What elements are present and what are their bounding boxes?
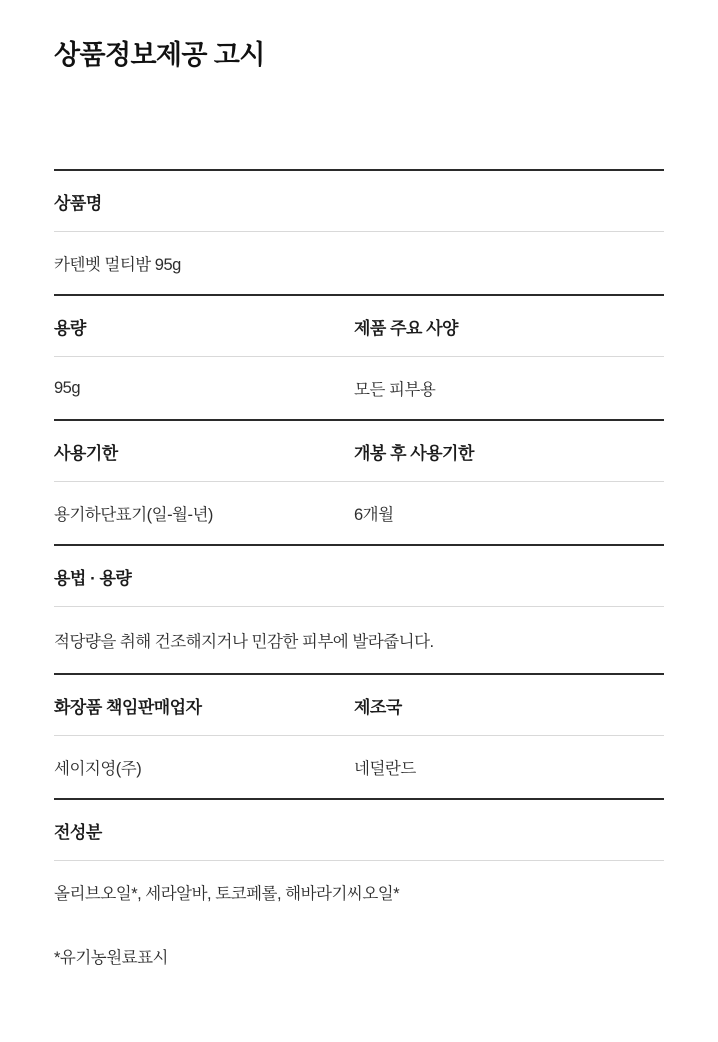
table-row — [54, 736, 664, 798]
value-country: 네덜란드 — [354, 760, 416, 779]
value-volume: 95g — [54, 378, 81, 397]
label-spec: 제품 주요 사양 — [354, 318, 458, 338]
label-ingredients: 전성분 — [54, 822, 102, 842]
value-ingredients: 올리브오일*, 세라알바, 토코페롤, 해바라기씨오일* — [54, 885, 400, 904]
ingredients-note: *유기농원료표시 — [54, 949, 168, 968]
label-expiry: 사용기한 — [54, 443, 118, 463]
value-spec: 모든 피부용 — [354, 381, 436, 400]
table-row — [54, 675, 664, 735]
label-seller: 화장품 책임판매업자 — [54, 697, 202, 717]
table-row — [54, 171, 664, 231]
value-usage: 적당량을 취해 건조해지거나 민감한 피부에 발라줍니다. — [54, 633, 434, 652]
table-row — [54, 800, 664, 860]
value-seller: 세이지영(주) — [54, 760, 142, 779]
label-usage: 용법 · 용량 — [54, 568, 132, 588]
table-row — [54, 296, 664, 356]
table-row — [54, 482, 664, 544]
label-country: 제조국 — [354, 697, 402, 717]
table-row — [54, 232, 664, 294]
table-row — [54, 546, 664, 606]
table-row — [54, 861, 664, 971]
label-after-open: 개봉 후 사용기한 — [354, 443, 474, 463]
page-title: 상품정보제공 고시 — [54, 40, 265, 71]
value-after-open: 6개월 — [354, 506, 394, 525]
label-product-name: 상품명 — [54, 193, 102, 213]
label-volume: 용량 — [54, 318, 86, 338]
value-expiry: 용기하단표기(일-월-년) — [54, 506, 213, 525]
table-row — [54, 357, 664, 419]
table-row — [54, 607, 664, 673]
product-spec-table — [54, 169, 664, 971]
product-info-notice-page — [0, 18, 718, 1042]
value-product-name: 카텐벳 멀티밤 95g — [54, 256, 181, 275]
table-row — [54, 421, 664, 481]
